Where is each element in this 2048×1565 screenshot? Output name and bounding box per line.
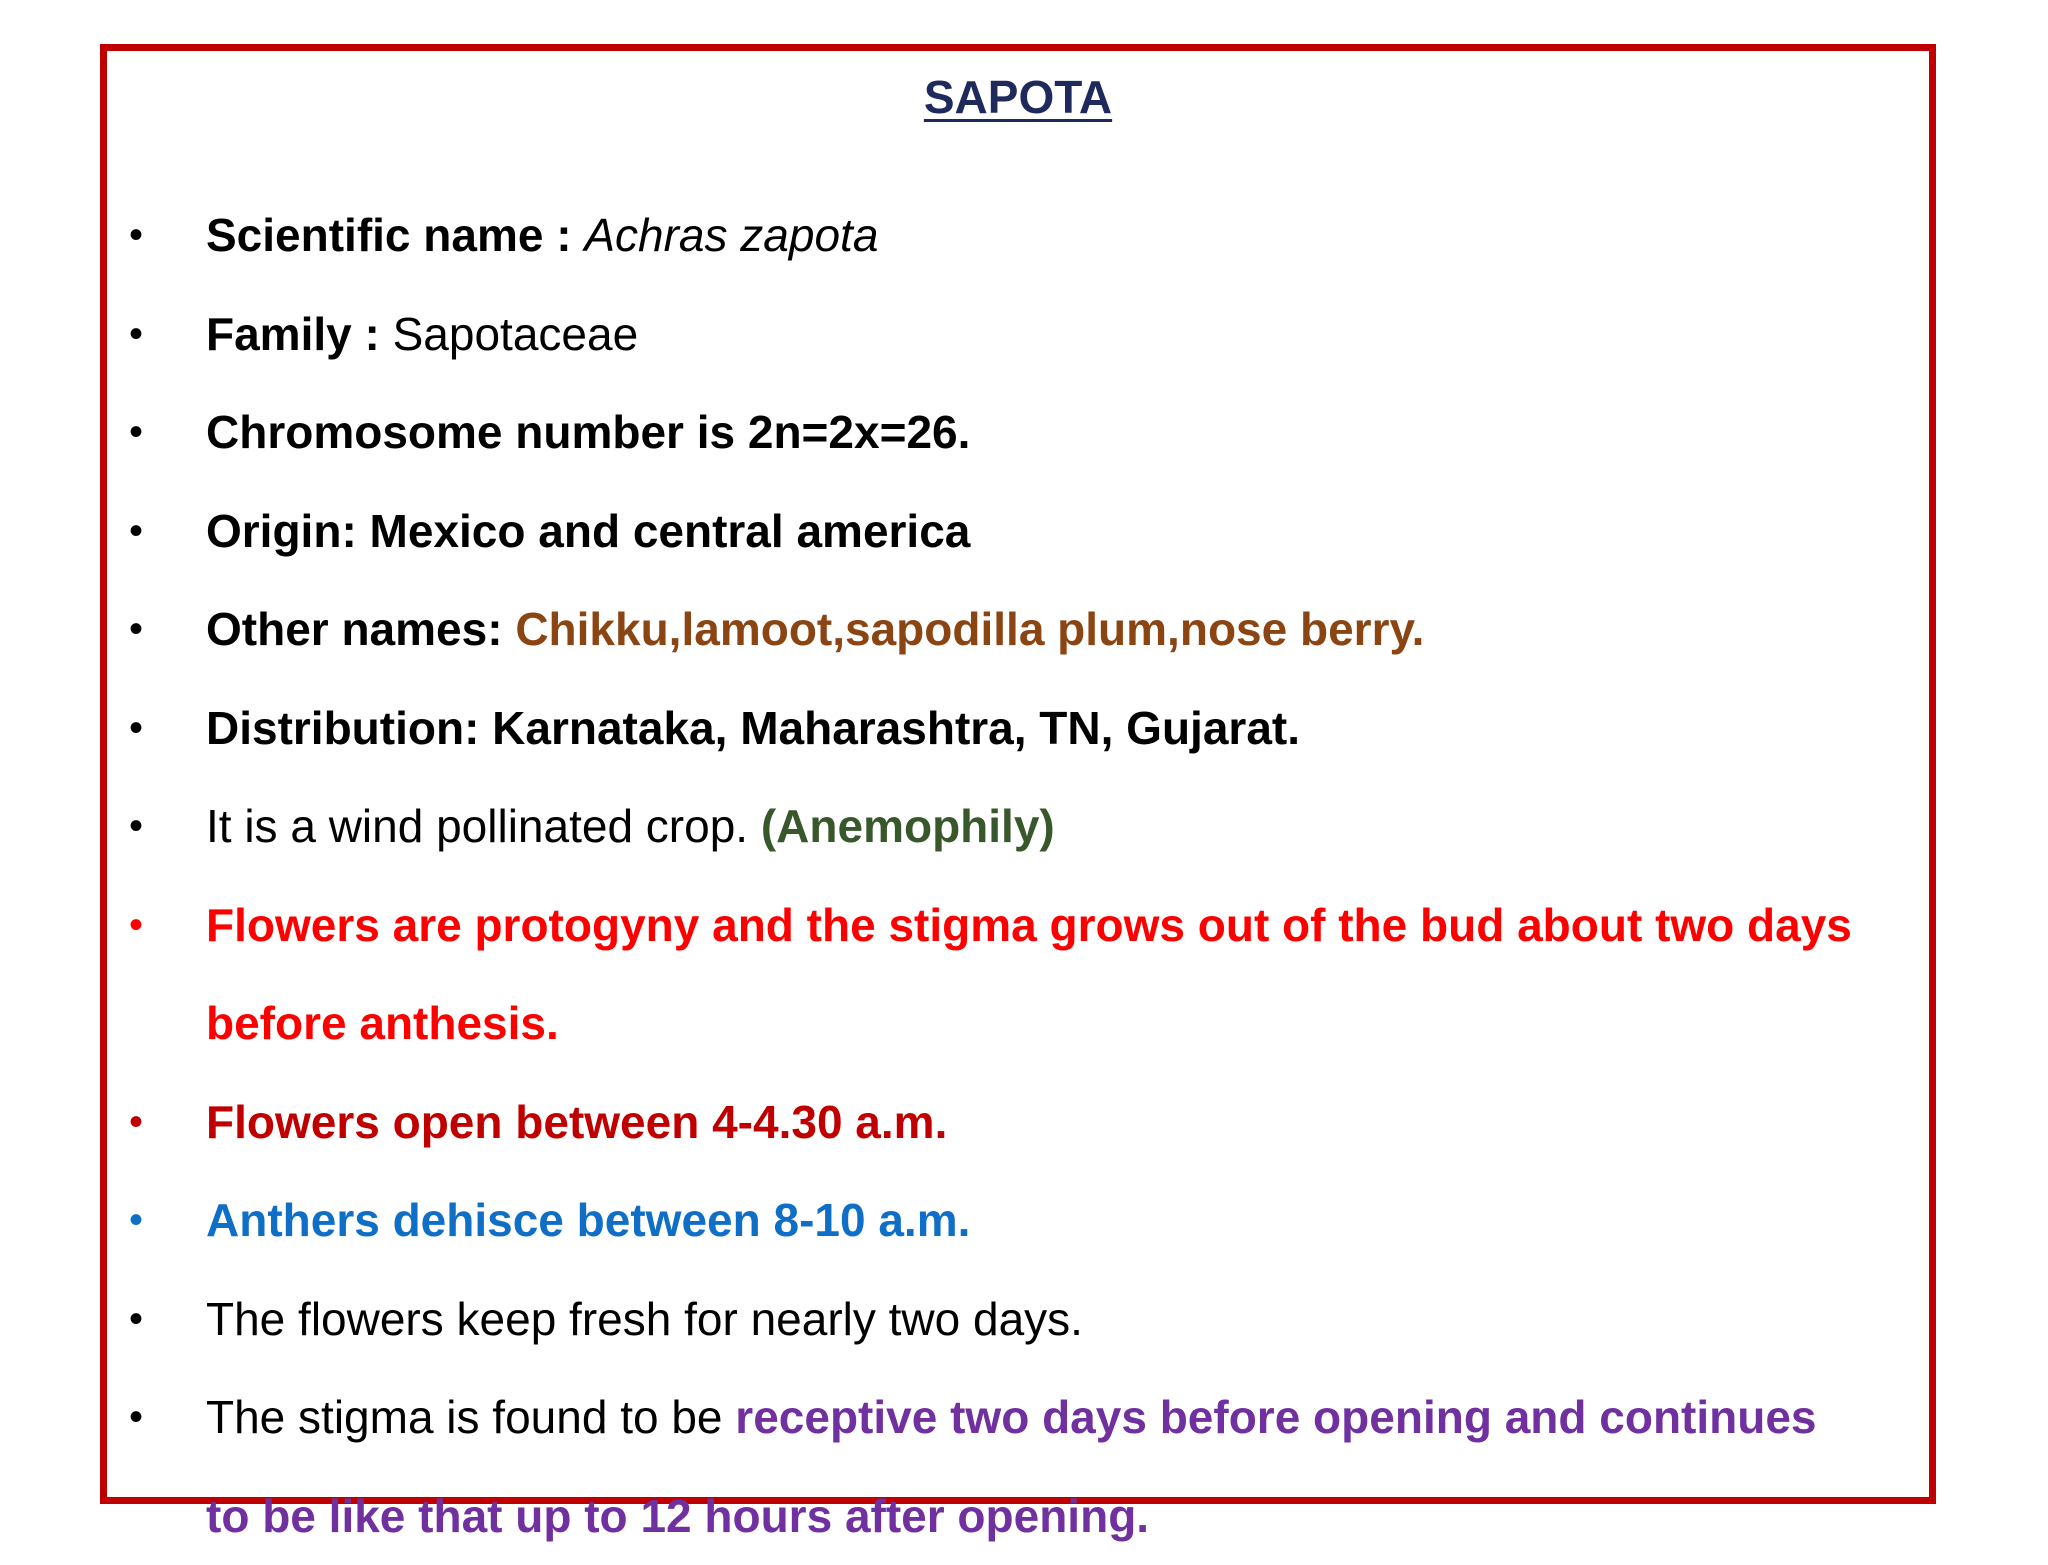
item-text-line1: Flowers are protogyny and the stigma grows out of the bud about two days (206, 876, 1852, 975)
bullet-icon: • (129, 482, 159, 581)
list-item-chromosome (107, 383, 1929, 482)
list-item-protogyny-continued (107, 974, 1929, 1073)
item-value: Chikku,lamoot,sapodilla plum,nose berry. (515, 603, 1424, 655)
item-label: Scientific name : (206, 209, 584, 261)
list-item-scientific-name (107, 186, 1929, 285)
slide-title (107, 69, 1929, 125)
item-text: Distribution: Karnataka, Maharashtra, TN, Gujarat. (206, 679, 1300, 778)
bullet-icon: • (129, 580, 159, 679)
item-text-line2: to be like that up to 12 hours after opening. (206, 1467, 1149, 1565)
item-text (206, 777, 1055, 876)
item-plain: It is a wind pollinated crop. (206, 800, 761, 852)
list-item-pollination (107, 777, 1929, 876)
item-text-line1 (206, 1368, 1817, 1467)
list-item-other-names (107, 580, 1929, 679)
bullet-icon: • (129, 777, 159, 876)
item-text: Origin: Mexico and central america (206, 482, 970, 581)
list-item-fresh (107, 1270, 1929, 1369)
bullet-icon: • (129, 383, 159, 482)
bullet-icon: • (129, 1368, 159, 1467)
bullet-icon: • (129, 1270, 159, 1369)
bullet-icon: • (129, 186, 159, 285)
bullet-icon: • (129, 1073, 159, 1172)
item-text (206, 186, 878, 285)
bullet-list (107, 186, 1929, 1565)
item-text (206, 285, 638, 384)
list-item-flowers-open (107, 1073, 1929, 1172)
item-value: Sapotaceae (393, 308, 639, 360)
item-text: The flowers keep fresh for nearly two days. (206, 1270, 1083, 1369)
item-label: Other names: (206, 603, 515, 655)
item-plain: The stigma is found to be (206, 1391, 735, 1443)
list-item-anthers (107, 1171, 1929, 1270)
list-item-protogyny (107, 876, 1929, 975)
list-item-stigma (107, 1368, 1929, 1467)
bullet-icon: • (129, 285, 159, 384)
bullet-icon: • (129, 876, 159, 975)
bullet-icon: • (129, 1171, 159, 1270)
list-item-stigma-continued (107, 1467, 1929, 1565)
bullet-icon: • (129, 679, 159, 778)
item-highlight: receptive two days before opening and continues (735, 1391, 1816, 1443)
item-value: Achras zapota (584, 209, 878, 261)
title-text: SAPOTA (924, 71, 1112, 123)
item-text (206, 580, 1424, 679)
slide-frame (100, 44, 1936, 1504)
item-text: Chromosome number is 2n=2x=26. (206, 383, 970, 482)
list-item-distribution (107, 679, 1929, 778)
item-highlight: (Anemophily) (761, 800, 1055, 852)
item-text: Flowers open between 4-4.30 a.m. (206, 1073, 947, 1172)
item-text: Anthers dehisce between 8-10 a.m. (206, 1171, 970, 1270)
item-text-line2: before anthesis. (206, 974, 559, 1073)
item-label: Family : (206, 308, 393, 360)
list-item-origin (107, 482, 1929, 581)
list-item-family (107, 285, 1929, 384)
